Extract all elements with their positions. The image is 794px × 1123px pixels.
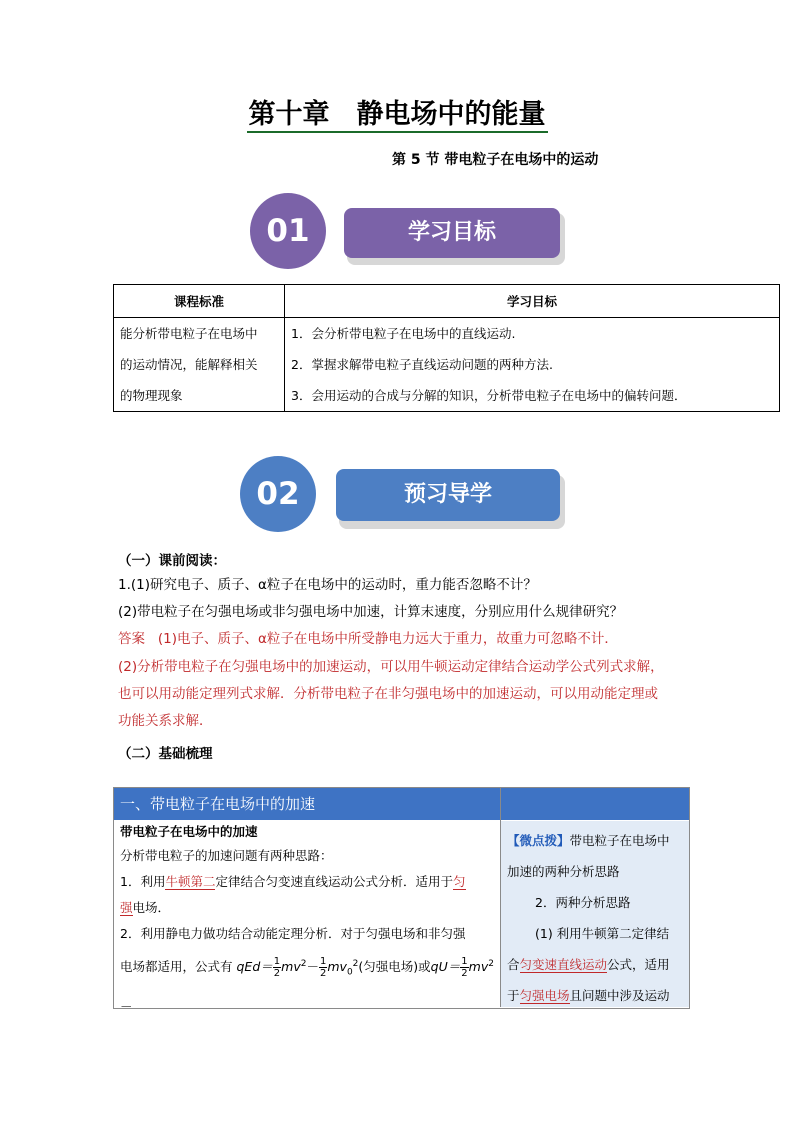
text: 1．利用 [120,874,166,889]
badge-bar [336,469,560,521]
frac-num: 1 [461,956,468,968]
tip-line: 2．两种分析思路 [535,895,631,910]
answer-2 [118,654,664,735]
underlined-text: 匀变速直线运动 [519,957,608,972]
tip-line: (1) 利用牛顿第二定律结 [535,926,670,941]
header-course-standard: 课程标准 [114,285,285,318]
question-2: (2)带电粒子在匀强电场或非匀强电场中加速，计算末速度，分别应用什么规律研究？ [118,604,624,620]
text: 且问题中涉及运动 [569,988,670,1003]
preview-heading: （一）课前阅读： [118,553,226,569]
answer-prefix: 答案 [118,631,145,647]
text: 电场都适用，公式有 [120,959,233,975]
text: 定律结合匀变速直线运动公式分析．适用于 [215,874,453,889]
badge-label: 学习目标 [407,220,496,245]
badge-bar [344,208,560,258]
course-standard-cell [114,318,285,412]
section-title: 第 5 节 带电粒子在电场中的运动 [392,152,599,168]
left-title: 带电粒子在电场中的加速 [120,824,258,839]
formula-part: mv [468,959,489,975]
left-line-formula: 电场都适用，公式有 qEd＝ $\frac{1}{2}$ $mv^2-$ $\frac{1}{2}$ $mv_0^2$(匀强电场)或qU＝ $\frac{1}{2}$ $mv^2-$ [120,956,494,1014]
formula-part: mv [281,959,301,975]
basics-left-column [114,821,500,1024]
left-line: 分析带电粒子的加速问题有两种思路： [120,848,333,863]
goal-line: 2．掌握求解带电粒子直线运动问题的两种方法. [291,357,553,372]
basics-table-head-right [501,788,689,820]
text: 于 [507,988,520,1003]
left-line: 2．利用静电力做功结合动能定理分析．对于匀强电场和非匀强 [120,926,466,941]
standard-line: 的运动情况，能解释相关 [120,357,258,372]
basics-heading: （二）基础梳理 [118,746,213,762]
answer-line: 也可以用动能定理列式求解．分析带电粒子在非匀强电场中的加速运动，可以用动能定理或 [118,686,658,702]
tip-column [501,821,689,1007]
basics-table [113,787,690,1014]
underlined-text: 牛顿第二 [165,874,216,889]
underlined-text: 强 [120,900,133,915]
text: 合 [507,957,520,972]
formula-part: qEd＝ [236,959,273,975]
question-1: 1.(1)研究电子、质子、α粒子在电场中的运动时，重力能否忽略不计？ [118,577,537,593]
standard-line: 的物理现象 [120,388,183,403]
answer-1 [118,626,618,653]
tip-line: 加速的两种分析思路 [507,864,620,879]
learning-goal-cell [285,318,780,412]
text: 公式，适用 [607,957,670,972]
underlined-text: 匀强电场 [519,988,570,1003]
badge-learning-objectives [250,193,562,273]
fraction [273,956,281,979]
basics-table-head: 一、带电粒子在电场中的加速 [114,788,500,820]
tip-line [507,825,683,856]
formula-part: qU＝ [430,959,461,975]
frac-den: 2 [461,968,468,980]
text: (匀强电场)或 [358,959,431,975]
fraction [460,956,468,979]
formula-part: mv [327,959,347,975]
tip-line [507,949,683,980]
left-line [120,895,494,921]
answer-text: (1)电子、质子、α粒子在电场中所受静电力远大于重力，故重力可忽略不计． [157,631,618,647]
badge-preview [240,456,565,536]
text: 带电粒子在电场中 [569,833,670,848]
frac-num: 1 [319,956,327,968]
frac-den: 2 [273,968,281,980]
chapter-title: 第十章 静电场中的能量 [0,92,794,131]
header-learning-goal: 学习目标 [285,285,780,318]
badge-number: 02 [256,476,300,512]
frac-den: 2 [319,968,327,980]
goal-line: 1．会分析带电粒子在电场中的直线运动. [291,326,516,341]
goal-line: 3．会用运动的合成与分解的知识，分析带电粒子在电场中的偏转问题． [291,388,687,403]
answer-line: (2)分析带电粒子在匀强电场中的加速运动，可以用牛顿运动定律结合运动学公式列式求解， [118,659,664,675]
objectives-table [113,284,780,412]
answer-line: 功能关系求解． [118,713,213,729]
left-line [120,869,494,895]
tip-line [507,980,683,1011]
badge-label: 预习导学 [403,482,492,507]
tip-tag: 【微点拨】 [507,833,570,848]
text: 电场． [132,900,171,915]
underlined-text: 匀 [452,874,466,889]
badge-number: 01 [266,213,310,249]
standard-line: 能分析带电粒子在电场中 [120,326,258,341]
frac-num: 1 [273,956,281,968]
